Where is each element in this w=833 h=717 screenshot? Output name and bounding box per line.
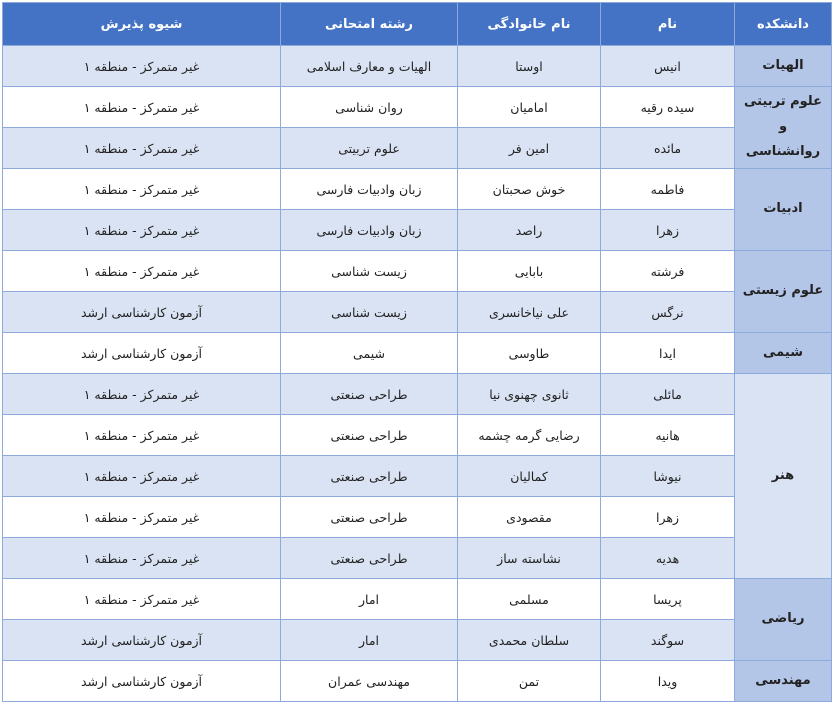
faculty-cell: علوم زیستی: [735, 251, 832, 333]
family-cell: اوستا: [458, 46, 601, 87]
table-row: [3, 415, 832, 456]
faculty-cell: شیمی: [735, 333, 832, 374]
method-cell: غیر متمرکز - منطقه ۱: [3, 128, 281, 169]
family-cell: امامیان: [458, 87, 601, 128]
name-cell: سوگند: [601, 620, 735, 661]
field-cell: طراحی صنعتی: [281, 456, 458, 497]
name-cell: هدیه: [601, 538, 735, 579]
table-row: [3, 292, 832, 333]
family-cell: کمالیان: [458, 456, 601, 497]
field-cell: مهندسی عمران: [281, 661, 458, 702]
header-row: [3, 3, 832, 46]
header-name: نام: [601, 3, 735, 46]
field-cell: زبان وادبیات فارسی: [281, 210, 458, 251]
family-cell: تمن: [458, 661, 601, 702]
method-cell: غیر متمرکز - منطقه ۱: [3, 251, 281, 292]
header-faculty: دانشکده: [735, 3, 832, 46]
field-cell: زبان وادبیات فارسی: [281, 169, 458, 210]
method-cell: آزمون کارشناسی ارشد: [3, 620, 281, 661]
faculty-cell: هنر: [735, 374, 832, 579]
family-cell: بابایی: [458, 251, 601, 292]
table-row: [3, 46, 832, 87]
faculty-cell: ریاضی: [735, 579, 832, 661]
method-cell: غیر متمرکز - منطقه ۱: [3, 579, 281, 620]
method-cell: غیر متمرکز - منطقه ۱: [3, 210, 281, 251]
name-cell: زهرا: [601, 210, 735, 251]
table-row: [3, 538, 832, 579]
name-cell: هانیه: [601, 415, 735, 456]
table-row: [3, 251, 832, 292]
family-cell: مقصودی: [458, 497, 601, 538]
family-cell: نشاسته ساز: [458, 538, 601, 579]
table-row: [3, 374, 832, 415]
table-body: [3, 46, 832, 702]
faculty-cell: الهیات: [735, 46, 832, 87]
field-cell: طراحی صنعتی: [281, 497, 458, 538]
family-cell: علی نیاخانسری: [458, 292, 601, 333]
family-cell: خوش صحبتان: [458, 169, 601, 210]
field-cell: طراحی صنعتی: [281, 374, 458, 415]
method-cell: غیر متمرکز - منطقه ۱: [3, 415, 281, 456]
family-cell: رضایی گرمه چشمه: [458, 415, 601, 456]
name-cell: سیده رقیه: [601, 87, 735, 128]
header-family: نام خانوادگی: [458, 3, 601, 46]
field-cell: امار: [281, 579, 458, 620]
name-cell: فرشته: [601, 251, 735, 292]
field-cell: امار: [281, 620, 458, 661]
faculty-cell: ادبیات: [735, 169, 832, 251]
header-field: رشته امتحانی: [281, 3, 458, 46]
name-cell: ایدا: [601, 333, 735, 374]
method-cell: غیر متمرکز - منطقه ۱: [3, 374, 281, 415]
method-cell: آزمون کارشناسی ارشد: [3, 333, 281, 374]
field-cell: زیست شناسی: [281, 292, 458, 333]
method-cell: غیر متمرکز - منطقه ۱: [3, 87, 281, 128]
field-cell: شیمی: [281, 333, 458, 374]
table-row: [3, 579, 832, 620]
table-row: [3, 456, 832, 497]
name-cell: فاطمه: [601, 169, 735, 210]
method-cell: غیر متمرکز - منطقه ۱: [3, 456, 281, 497]
family-cell: راصد: [458, 210, 601, 251]
method-cell: آزمون کارشناسی ارشد: [3, 292, 281, 333]
family-cell: مسلمی: [458, 579, 601, 620]
family-cell: امین فر: [458, 128, 601, 169]
table-row: [3, 661, 832, 702]
header-method: شیوه پذیرش: [3, 3, 281, 46]
field-cell: روان شناسی: [281, 87, 458, 128]
method-cell: غیر متمرکز - منطقه ۱: [3, 46, 281, 87]
method-cell: غیر متمرکز - منطقه ۱: [3, 497, 281, 538]
name-cell: مائلی: [601, 374, 735, 415]
field-cell: الهیات و معارف اسلامی: [281, 46, 458, 87]
table-row: [3, 87, 832, 128]
students-table: [2, 2, 832, 702]
faculty-cell: علوم تربیتی و روانشناسی: [735, 87, 832, 169]
family-cell: سلطان محمدی: [458, 620, 601, 661]
field-cell: طراحی صنعتی: [281, 538, 458, 579]
field-cell: طراحی صنعتی: [281, 415, 458, 456]
name-cell: ویدا: [601, 661, 735, 702]
name-cell: نیوشا: [601, 456, 735, 497]
family-cell: ثانوی چهنوی نیا: [458, 374, 601, 415]
method-cell: غیر متمرکز - منطقه ۱: [3, 169, 281, 210]
faculty-cell: مهندسی: [735, 661, 832, 702]
table-row: [3, 333, 832, 374]
table-row: [3, 210, 832, 251]
name-cell: مائده: [601, 128, 735, 169]
table-row: [3, 169, 832, 210]
table-row: [3, 497, 832, 538]
table-row: [3, 620, 832, 661]
table-row: [3, 128, 832, 169]
name-cell: انیس: [601, 46, 735, 87]
method-cell: غیر متمرکز - منطقه ۱: [3, 538, 281, 579]
name-cell: زهرا: [601, 497, 735, 538]
family-cell: طاوسی: [458, 333, 601, 374]
field-cell: علوم تربیتی: [281, 128, 458, 169]
name-cell: پریسا: [601, 579, 735, 620]
field-cell: زیست شناسی: [281, 251, 458, 292]
name-cell: نرگس: [601, 292, 735, 333]
method-cell: آزمون کارشناسی ارشد: [3, 661, 281, 702]
